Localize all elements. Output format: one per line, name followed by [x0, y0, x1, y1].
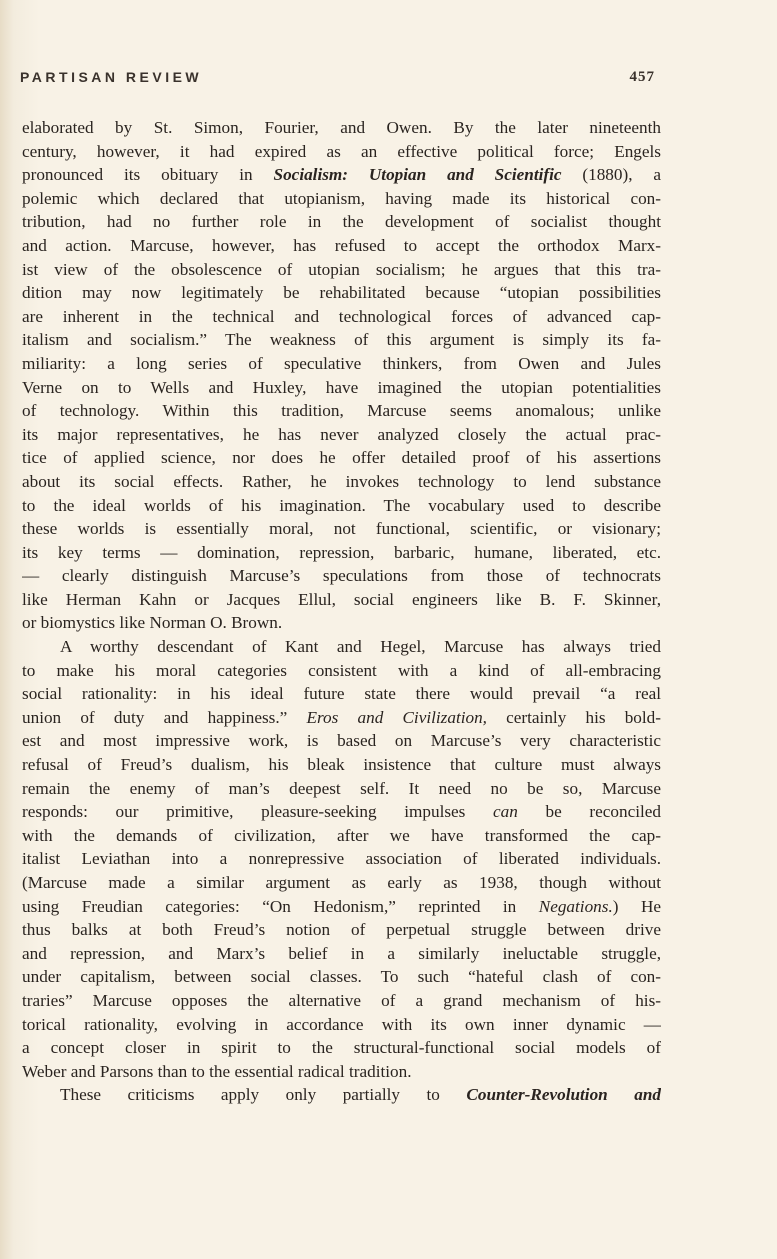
text-line: [22, 1083, 661, 1107]
text-line: like Herman Kahn or Jacques Ellul, social engineers like B. F. Skinner,: [22, 589, 661, 609]
text-line: A worthy descendant of Kant and Hegel, Marcuse has always tried: [60, 637, 661, 657]
text-line: to the ideal worlds of his imagination. The vocabulary used to describe: [22, 495, 661, 515]
text-segment: be reconciled: [517, 802, 661, 822]
book-title: Eros and Civilization,: [306, 707, 487, 727]
text-segment: pronounced its obituary in: [22, 165, 274, 185]
text-line: remain the enemy of man’s deepest self. It need no be so, Marcuse: [22, 778, 661, 798]
text-segment: using Freudian categories: “On Hedonism,” reprinted in: [22, 896, 539, 916]
text-segment: union of duty and happiness.”: [22, 707, 307, 727]
text-line: est and most impressive work, is based on Marcuse’s very characteristic: [22, 731, 661, 751]
text-line: elaborated by St. Simon, Fourier, and Owen. By the later nineteenth: [22, 118, 661, 137]
text-line: [22, 895, 661, 919]
text-line: or biomystics like Norman O. Brown.: [22, 613, 283, 633]
text-line: Weber and Parsons than to the essential radical tradition.: [22, 1061, 412, 1081]
text-segment: certainly his bold-: [486, 707, 661, 727]
text-line: polemic which declared that utopianism, having made its historical con-: [22, 188, 661, 208]
emphasized-word: can: [493, 802, 518, 822]
text-line: italism and socialism.” The weakness of this argument is simply its fa-: [22, 330, 661, 350]
text-line: dition may now legitimately be rehabilitated because “utopian possibilities: [22, 283, 661, 303]
book-title: Negations.: [538, 896, 613, 916]
text-line: [22, 706, 661, 730]
text-line: traries” Marcuse opposes the alternative of a grand mechanism of his-: [22, 990, 661, 1010]
text-line: about its social effects. Rather, he invokes technology to lend substance: [22, 471, 661, 491]
text-line: italist Leviathan into a nonrepressive association of liberated individuals.: [22, 849, 661, 869]
text-line: of technology. Within this tradition, Marcuse seems anomalous; unlike: [22, 401, 661, 421]
text-line: its major representatives, he has never analyzed closely the actual prac-: [22, 424, 661, 444]
text-line: Verne on to Wells and Huxley, have imagined the utopian potentialities: [22, 377, 661, 397]
text-line: social rationality: in his ideal future state there would prevail “a real: [22, 684, 661, 704]
text-segment: These criticisms apply only partially to: [60, 1085, 467, 1105]
text-line: miliarity: a long series of speculative thinkers, from Owen and Jules: [22, 353, 661, 373]
text-line: (Marcuse made a similar argument as early as 1938, though without: [22, 873, 661, 892]
text-line: thus balks at both Freud’s notion of perpetual struggle between drive: [22, 920, 661, 940]
text-line: — clearly distinguish Marcuse’s speculations from those of technocrats: [22, 566, 661, 586]
running-header: [20, 66, 655, 88]
text-segment: (1880), a: [561, 165, 661, 185]
text-line: tribution, had no further role in the development of socialist thought: [22, 212, 661, 232]
text-segment: responds: our primitive, pleasure-seeking impulses: [22, 802, 494, 822]
text-line: tice of applied science, nor does he offer detailed proof of his assertions: [22, 448, 661, 468]
book-title: Counter-Revolution and: [466, 1085, 661, 1105]
text-line: a concept closer in spirit to the structural-functional social models of: [22, 1038, 661, 1058]
text-line: with the demands of civilization, after we have transformed the cap-: [22, 825, 661, 845]
text-line: are inherent in the technical and technological forces of advanced cap-: [22, 306, 661, 326]
body-text: [22, 116, 661, 1107]
text-line: refusal of Freud’s dualism, his bleak insistence that culture must always: [22, 755, 661, 775]
text-line: ist view of the obsolescence of utopian socialism; he argues that this tra-: [22, 259, 661, 279]
text-line: torical rationality, evolving in accordance with its own inner dynamic —: [22, 1014, 661, 1034]
book-title: Socialism: Utopian and Scientific: [273, 165, 562, 185]
text-line: [22, 800, 661, 824]
text-line: and action. Marcuse, however, has refused to accept the orthodox Marx-: [22, 235, 661, 255]
journal-title: PARTISAN REVIEW: [20, 69, 203, 85]
text-line: these worlds is essentially moral, not functional, scientific, or visionary;: [22, 519, 661, 539]
text-line: century, however, it had expired as an effective political force; Engels: [22, 141, 661, 161]
text-line: [22, 163, 661, 187]
text-line: to make his moral categories consistent with a kind of all-embracing: [22, 660, 661, 680]
text-line: its key terms — domination, repression, barbaric, humane, liberated, etc.: [22, 542, 661, 562]
text-line: and repression, and Marx’s belief in a similarly ineluctable struggle,: [22, 943, 661, 963]
text-line: under capitalism, between social classes. To such “hateful clash of con-: [22, 967, 661, 987]
page-number: 457: [629, 68, 655, 85]
text-segment: ) He: [612, 896, 661, 916]
